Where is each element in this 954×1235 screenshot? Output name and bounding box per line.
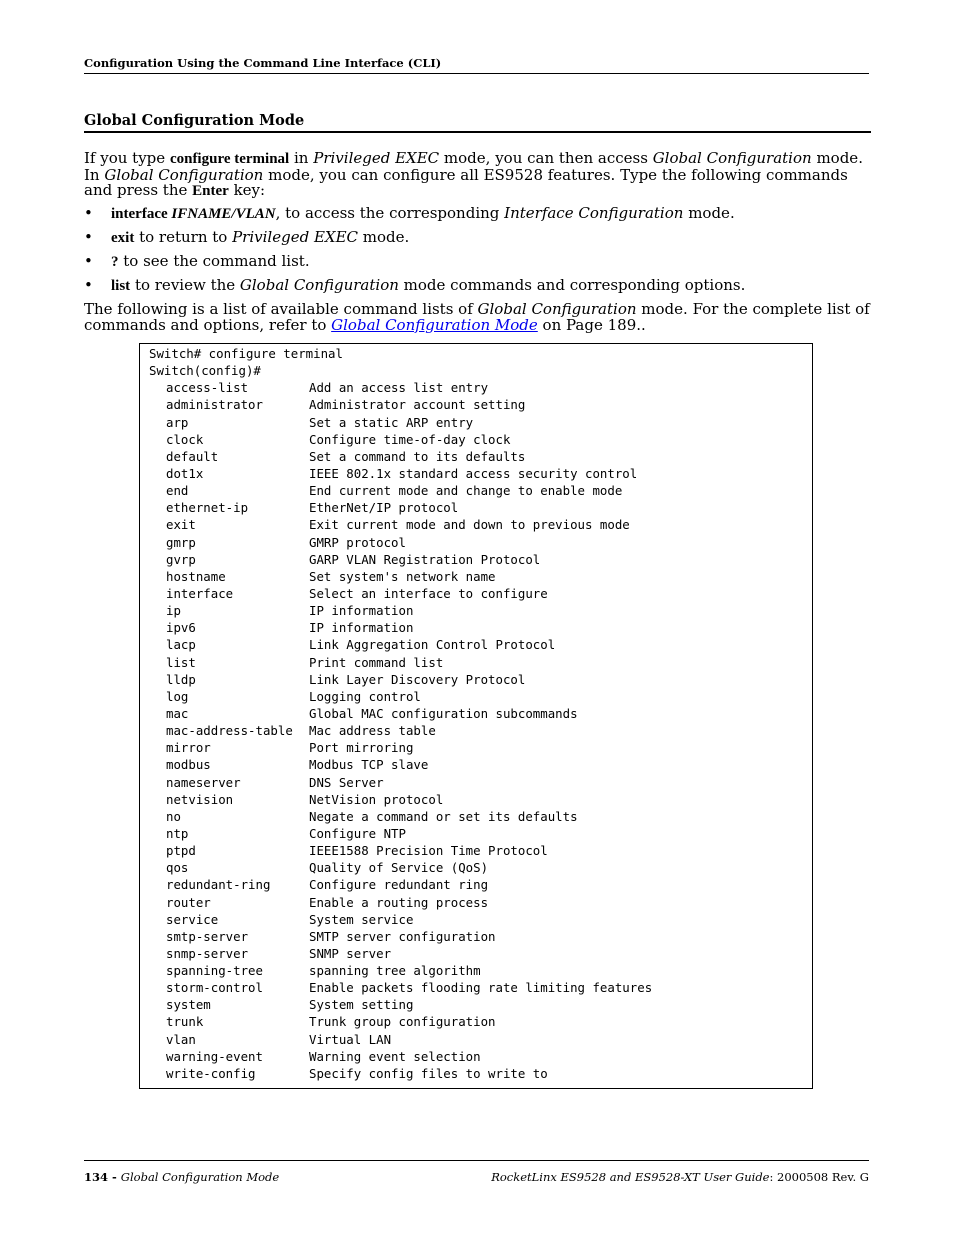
command-name: lldp bbox=[166, 671, 196, 687]
list-item bbox=[84, 278, 870, 295]
command-description: Configure NTP bbox=[309, 825, 406, 841]
list-item bbox=[84, 251, 870, 271]
command-description: Logging control bbox=[309, 688, 421, 704]
text: on Page 189.. bbox=[537, 315, 646, 334]
command-row bbox=[149, 379, 812, 396]
command-row bbox=[149, 894, 812, 911]
command-description: EtherNet/IP protocol bbox=[309, 500, 459, 516]
text: mode. In bbox=[84, 149, 863, 184]
command-row bbox=[149, 585, 812, 602]
command-name: gmrp bbox=[166, 534, 196, 550]
command-description: DNS Server bbox=[309, 774, 384, 790]
command-row bbox=[149, 448, 812, 465]
command-description: Set system's network name bbox=[309, 568, 496, 584]
code-line-config-prompt: Switch(config)# bbox=[149, 363, 261, 379]
command-row bbox=[149, 722, 812, 739]
command-row bbox=[149, 568, 812, 585]
mode-name: Global Configuration bbox=[652, 149, 812, 167]
document-number: : 2000508 Rev. G bbox=[769, 1170, 869, 1184]
command-name: ip bbox=[166, 603, 181, 619]
command-row bbox=[149, 774, 812, 791]
text: mode commands and corresponding options. bbox=[398, 276, 746, 295]
command-name: vlan bbox=[166, 1031, 196, 1047]
command-description: Add an access list entry bbox=[309, 380, 489, 396]
command-description: Warning event selection bbox=[309, 1048, 481, 1064]
command-name: ptpd bbox=[166, 843, 196, 859]
command-name: list bbox=[166, 654, 196, 670]
command-bullet-list bbox=[84, 203, 870, 295]
list-item bbox=[84, 203, 870, 223]
command-description: Configure time-of-day clock bbox=[309, 431, 511, 447]
mode-name: Global Configuration bbox=[477, 300, 637, 319]
command-keyword: interface bbox=[111, 205, 172, 222]
command-description: SMTP server configuration bbox=[309, 928, 496, 944]
command-description: GMRP protocol bbox=[309, 534, 406, 550]
text: mode. For the complete list of commands and options, refer to bbox=[84, 300, 870, 334]
bullet-icon: • bbox=[84, 276, 93, 295]
command-keyword: exit bbox=[111, 229, 135, 246]
command-row bbox=[149, 688, 812, 705]
command-row bbox=[149, 654, 812, 671]
command-row bbox=[149, 739, 812, 756]
mode-name: Privileged EXEC bbox=[313, 149, 440, 167]
command-row bbox=[149, 859, 812, 876]
text: mode, you can then access bbox=[439, 149, 653, 167]
command-row bbox=[149, 1031, 812, 1048]
page-number: 134 - bbox=[84, 1170, 121, 1184]
bullet-icon: • bbox=[84, 227, 93, 246]
command-name: log bbox=[166, 688, 189, 704]
command-description: Negate a command or set its defaults bbox=[309, 808, 578, 824]
command-row bbox=[149, 825, 812, 842]
text: If you type bbox=[84, 149, 170, 167]
command-keyword: list bbox=[111, 278, 131, 295]
command-description: Print command list bbox=[309, 654, 444, 670]
command-name: exit bbox=[166, 517, 196, 533]
command-description: spanning tree algorithm bbox=[309, 963, 481, 979]
cli-code-box bbox=[139, 343, 813, 1089]
command-description: NetVision protocol bbox=[309, 791, 444, 807]
command-name: ntp bbox=[166, 825, 189, 841]
command-row bbox=[149, 791, 812, 808]
command-description: GARP VLAN Registration Protocol bbox=[309, 551, 541, 567]
command-name: router bbox=[166, 894, 211, 910]
command-description: End current mode and change to enable mode bbox=[309, 483, 623, 499]
command-row bbox=[149, 636, 812, 653]
command-name: write-config bbox=[166, 1065, 256, 1081]
command-description: Administrator account setting bbox=[309, 397, 526, 413]
footer-rule bbox=[84, 1160, 869, 1161]
command-rows bbox=[149, 379, 812, 1082]
command-keyword: ? bbox=[111, 253, 119, 270]
command-list-paragraph bbox=[84, 302, 870, 333]
command-name: arp bbox=[166, 414, 189, 430]
command-description: Link Layer Discovery Protocol bbox=[309, 671, 526, 687]
command-row bbox=[149, 808, 812, 825]
command-row bbox=[149, 928, 812, 945]
command-row bbox=[149, 602, 812, 619]
command-name: ethernet-ip bbox=[166, 500, 249, 516]
command-row bbox=[149, 1065, 812, 1082]
guide-title: RocketLinx ES9528 and ES9528-XT User Guide bbox=[491, 1170, 770, 1184]
command-description: Mac address table bbox=[309, 723, 436, 739]
command-name: mac bbox=[166, 705, 189, 721]
command-name: lacp bbox=[166, 637, 196, 653]
command-row bbox=[149, 705, 812, 722]
command-description: Global MAC configuration subcommands bbox=[309, 705, 578, 721]
footer-left bbox=[84, 1170, 279, 1184]
command-row bbox=[149, 671, 812, 688]
command-description: SNMP server bbox=[309, 945, 392, 961]
command-name: modbus bbox=[166, 757, 211, 773]
command-name: interface bbox=[166, 585, 234, 601]
text: to see the command list. bbox=[118, 251, 310, 270]
command-description: System service bbox=[309, 911, 414, 927]
intro-paragraph bbox=[84, 151, 870, 200]
command-description: IP information bbox=[309, 603, 414, 619]
mode-name: Global Configuration bbox=[104, 165, 264, 184]
command-row bbox=[149, 414, 812, 431]
command-name: access-list bbox=[166, 380, 249, 396]
command-row bbox=[149, 996, 812, 1013]
command-row bbox=[149, 962, 812, 979]
command-description: Configure redundant ring bbox=[309, 877, 489, 893]
command-name: nameserver bbox=[166, 774, 241, 790]
command-name: snmp-server bbox=[166, 945, 249, 961]
command-description: IP information bbox=[309, 620, 414, 636]
command-keyword: configure terminal bbox=[169, 151, 290, 167]
command-name: service bbox=[166, 911, 219, 927]
command-row bbox=[149, 945, 812, 962]
running-header: Configuration Using the Command Line Interface (CLI) bbox=[84, 56, 442, 70]
command-row bbox=[149, 396, 812, 413]
command-name: administrator bbox=[166, 397, 263, 413]
command-row bbox=[149, 534, 812, 551]
command-name: mirror bbox=[166, 740, 211, 756]
bullet-icon: • bbox=[84, 251, 93, 270]
command-description: Enable packets flooding rate limiting features bbox=[309, 980, 653, 996]
section-heading: Global Configuration Mode bbox=[84, 112, 305, 129]
command-row bbox=[149, 979, 812, 996]
command-row bbox=[149, 1048, 812, 1065]
command-name: hostname bbox=[166, 568, 226, 584]
command-description: Specify config files to write to bbox=[309, 1065, 548, 1081]
command-row bbox=[149, 911, 812, 928]
mode-name: Interface Configuration bbox=[504, 203, 684, 222]
command-description: Exit current mode and down to previous mode bbox=[309, 517, 630, 533]
command-row bbox=[149, 431, 812, 448]
header-rule bbox=[84, 73, 869, 74]
command-description: Link Aggregation Control Protocol bbox=[309, 637, 556, 653]
command-name: netvision bbox=[166, 791, 234, 807]
command-row bbox=[149, 516, 812, 533]
command-description: IEEE1588 Precision Time Protocol bbox=[309, 843, 548, 859]
text: mode. bbox=[358, 227, 410, 246]
command-name: warning-event bbox=[166, 1048, 263, 1064]
text: mode. bbox=[683, 203, 735, 222]
command-row bbox=[149, 1013, 812, 1030]
key-name: Enter bbox=[192, 183, 229, 200]
command-row bbox=[149, 499, 812, 516]
command-row bbox=[149, 551, 812, 568]
command-row bbox=[149, 482, 812, 499]
footer-section: Global Configuration Mode bbox=[120, 1170, 280, 1184]
command-name: end bbox=[166, 483, 189, 499]
command-name: system bbox=[166, 997, 211, 1013]
command-row bbox=[149, 842, 812, 859]
command-description: Set a static ARP entry bbox=[309, 414, 474, 430]
text: to return to bbox=[134, 227, 233, 246]
command-name: qos bbox=[166, 860, 189, 876]
command-argument: IFNAME/VLAN bbox=[171, 205, 276, 222]
command-name: mac-address-table bbox=[166, 723, 293, 739]
command-description: Select an interface to configure bbox=[309, 585, 548, 601]
page-footer bbox=[84, 1170, 869, 1184]
text: key: bbox=[228, 181, 266, 200]
command-description: Port mirroring bbox=[309, 740, 414, 756]
command-name: dot1x bbox=[166, 465, 204, 481]
footer-right bbox=[491, 1170, 869, 1184]
command-name: smtp-server bbox=[166, 928, 249, 944]
command-name: no bbox=[166, 808, 181, 824]
text: , to access the corresponding bbox=[275, 203, 505, 222]
command-name: redundant-ring bbox=[166, 877, 271, 893]
text: in bbox=[289, 149, 314, 167]
command-description: Modbus TCP slave bbox=[309, 757, 429, 773]
command-description: IEEE 802.1x standard access security control bbox=[309, 465, 638, 481]
command-name: spanning-tree bbox=[166, 963, 263, 979]
command-name: default bbox=[166, 448, 219, 464]
code-line-prompt: Switch# configure terminal bbox=[149, 346, 343, 361]
command-description: Quality of Service (QoS) bbox=[309, 860, 489, 876]
command-row bbox=[149, 619, 812, 636]
command-description: Trunk group configuration bbox=[309, 1014, 496, 1030]
bullet-icon: • bbox=[84, 203, 93, 222]
command-description: System setting bbox=[309, 997, 414, 1013]
section-rule bbox=[84, 131, 871, 133]
command-row bbox=[149, 756, 812, 773]
command-row bbox=[149, 465, 812, 482]
command-name: ipv6 bbox=[166, 620, 196, 636]
command-description: Set a command to its defaults bbox=[309, 448, 526, 464]
body-content bbox=[84, 151, 870, 333]
command-name: clock bbox=[166, 431, 204, 447]
command-name: gvrp bbox=[166, 551, 196, 567]
command-description: Virtual LAN bbox=[309, 1031, 392, 1047]
command-description: Enable a routing process bbox=[309, 894, 489, 910]
global-configuration-mode-link[interactable]: Global Configuration Mode bbox=[331, 315, 538, 334]
command-name: storm-control bbox=[166, 980, 263, 996]
mode-name: Global Configuration bbox=[239, 276, 399, 295]
command-name: trunk bbox=[166, 1014, 204, 1030]
list-item bbox=[84, 227, 870, 247]
mode-name: Privileged EXEC bbox=[232, 227, 359, 246]
command-row bbox=[149, 876, 812, 893]
text: The following is a list of available command lists of bbox=[84, 300, 478, 319]
text: mode, you can configure all ES9528 features. Type the following commands and press the bbox=[84, 165, 848, 200]
text: to review the bbox=[130, 276, 240, 295]
